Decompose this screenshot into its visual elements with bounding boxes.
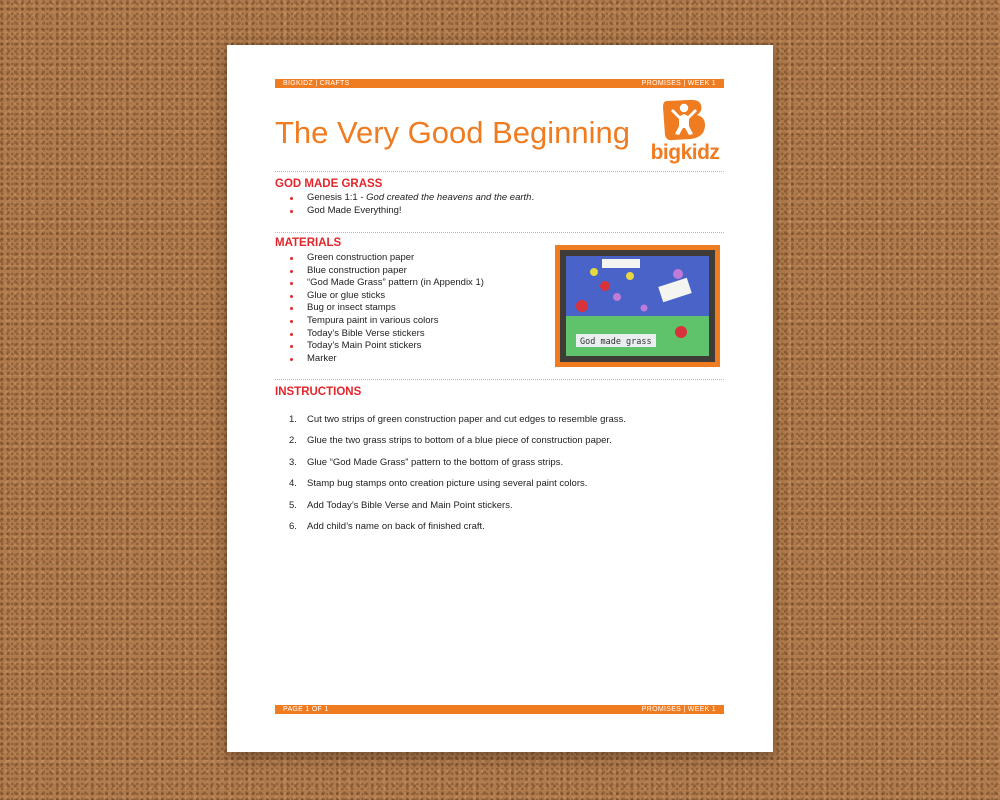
footer-bar — [275, 705, 724, 714]
header-left: BIGKIDZ | CRAFTS — [283, 80, 350, 87]
section-heading-materials: MATERIALS — [275, 237, 342, 249]
craft-illustration — [560, 250, 715, 362]
step-number: 3. — [289, 456, 297, 468]
instruction-step — [275, 409, 705, 430]
step-text: Glue the two grass strips to bottom of a blue piece of construction paper. — [307, 435, 612, 447]
divider — [275, 379, 724, 380]
section-heading-instructions: INSTRUCTIONS — [275, 386, 362, 398]
step-text: Add Today’s Bible Verse and Main Point stickers. — [307, 499, 513, 511]
grass-bullets — [275, 192, 534, 217]
step-text: Add child’s name on back of finished craft. — [307, 520, 485, 532]
header-bar — [275, 79, 724, 88]
divider — [275, 171, 724, 172]
verse-reference: Genesis 1:1 - — [307, 192, 367, 203]
instruction-step — [275, 495, 705, 516]
step-number: 1. — [289, 414, 297, 425]
materials-list — [275, 252, 484, 365]
jumping-kid-logo-icon — [659, 97, 709, 143]
step-number: 5. — [289, 499, 297, 511]
step-text: Stamp bug stamps onto creation picture using several paint colors. — [307, 478, 588, 490]
step-text: Cut two strips of green construction paper and cut edges to resemble grass. — [307, 414, 626, 425]
step-text: Glue “God Made Grass” pattern to the bottom of grass strips. — [307, 456, 564, 468]
instruction-step — [275, 473, 705, 494]
footer-left: PAGE 1 OF 1 — [283, 706, 329, 713]
step-number: 4. — [289, 478, 297, 490]
divider — [275, 232, 724, 233]
step-number: 2. — [289, 435, 297, 447]
material-item: “God Made Grass” pattern (in Appendix 1) — [275, 277, 484, 290]
craft-photo-image — [560, 250, 715, 362]
material-item: Tempura paint in various colors — [275, 315, 484, 328]
craft-caption: God made grass — [580, 337, 652, 347]
instructions-list — [275, 409, 705, 537]
document-page — [227, 45, 773, 752]
material-item: Today’s Bible Verse stickers — [275, 328, 484, 341]
material-item: Marker — [275, 353, 484, 366]
instruction-step — [275, 430, 705, 451]
material-item: Today’s Main Point stickers — [275, 340, 484, 353]
header-right: PROMISES | WEEK 1 — [641, 80, 716, 87]
material-item: Bug or insect stamps — [275, 302, 484, 315]
section-heading-grass: GOD MADE GRASS — [275, 178, 383, 190]
material-item: Glue or glue sticks — [275, 290, 484, 303]
verse-end: . — [531, 192, 535, 203]
craft-photo — [555, 245, 720, 367]
instruction-step — [275, 516, 705, 537]
page-title: The Very Good Beginning — [275, 115, 631, 150]
material-item: Blue construction paper — [275, 265, 484, 278]
list-item: God Made Everything! — [275, 205, 534, 218]
verse-text: God created the heavens and the earth — [366, 192, 532, 203]
material-item: Green construction paper — [275, 252, 484, 265]
list-item — [275, 192, 534, 205]
logo-text: bigkidz — [650, 141, 720, 164]
footer-right: PROMISES | WEEK 1 — [641, 706, 716, 713]
instruction-step — [275, 452, 705, 473]
bigkidz-logo — [645, 97, 725, 169]
step-number: 6. — [289, 520, 297, 532]
